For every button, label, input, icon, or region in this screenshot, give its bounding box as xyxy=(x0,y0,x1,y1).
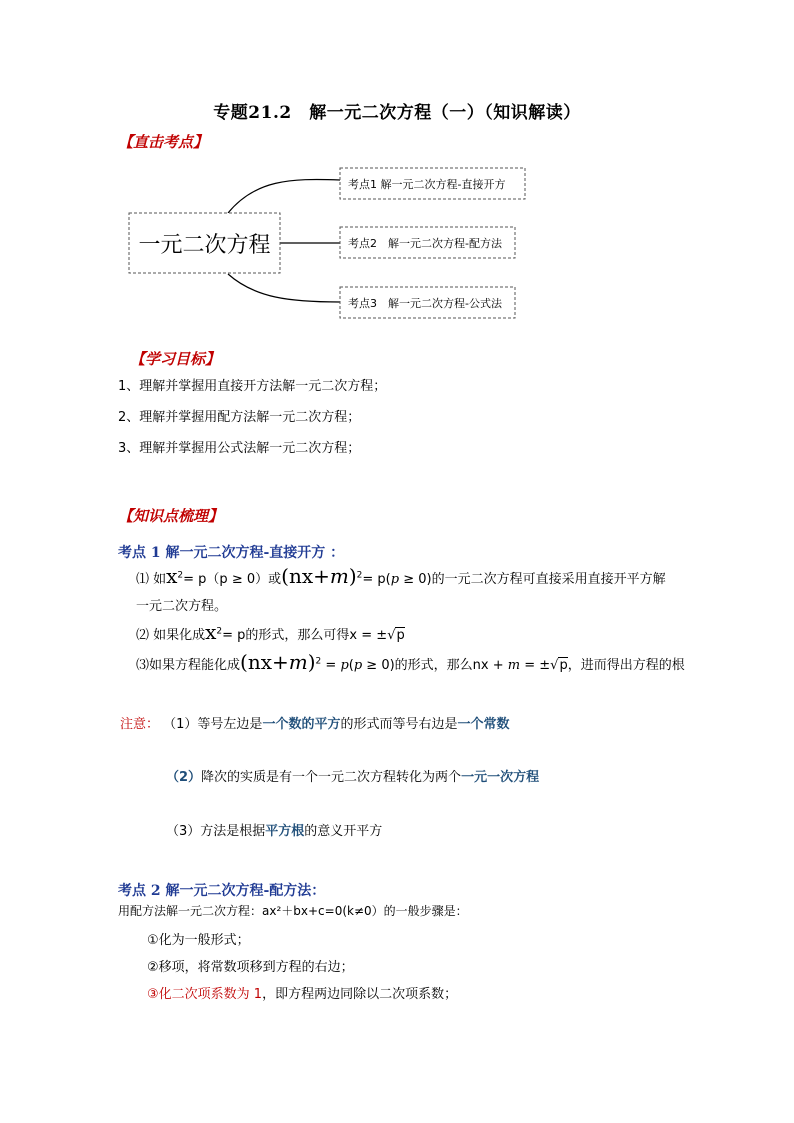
kp1-l3-f: ，进而得出方程的根 xyxy=(567,658,685,673)
paren-close-2: ) xyxy=(307,650,316,674)
sqrt-icon-2: √ xyxy=(550,658,559,673)
paren-open: ( xyxy=(281,564,289,588)
connector-bottom xyxy=(228,274,340,302)
note-1-c: 的形式而等号右边是 xyxy=(340,717,458,732)
kp2-heading: 考点 2 解一元二次方程-配方法： xyxy=(118,883,326,899)
kp2-step-3-a: ③化二次项系数为 1 xyxy=(147,987,263,1002)
kp1-l1-c: = p( xyxy=(362,572,391,587)
sqrt-radicand-2: p xyxy=(559,658,568,673)
exp-2: 2 xyxy=(177,570,184,581)
kp1-l1-b: = p（p ≥ 0）或 xyxy=(183,572,282,587)
note-1-d: 一个常数 xyxy=(457,717,510,732)
note-label: 注意： xyxy=(120,717,160,732)
var-x-2: x xyxy=(205,620,217,644)
mindmap-node-1-label: 考点1 解一元二次方程-直接开方 xyxy=(348,178,506,191)
note-1-a: （1）等号左边是 xyxy=(163,717,263,732)
var-x: x xyxy=(166,564,178,588)
kp1-l3-d: ≥ 0)的形式，那么nx + xyxy=(362,658,508,673)
note-3-b: 平方根 xyxy=(265,824,305,839)
goal-item-1: 1、理解并掌握用直接开方法解一元二次方程； xyxy=(118,379,387,394)
kp1-line-2 xyxy=(136,620,405,644)
note-line-3 xyxy=(166,820,382,839)
kp1-l2-b: = p的形式，那么可得x = ± xyxy=(222,628,388,643)
exp-2b: 2 xyxy=(356,570,363,581)
note-line-1 xyxy=(120,713,509,732)
sqrt-radicand: p xyxy=(396,628,405,643)
kp1-l1-d: ≥ 0)的一元二次方程可直接采用直接开平方解 xyxy=(399,572,666,587)
kp2-step-1: ①化为一般形式； xyxy=(147,933,250,948)
kp1-l3-c: ( xyxy=(348,658,354,673)
kp1-l1-a: ⑴ 如 xyxy=(136,572,167,587)
paren-close: ) xyxy=(348,564,357,588)
var-m-3: m xyxy=(507,658,521,673)
mindmap-node-3-label: 考点3 解一元二次方程-公式法 xyxy=(348,297,502,310)
note-3-c: 的意义开平方 xyxy=(304,824,383,839)
kp1-line-1-cont: 一元二次方程。 xyxy=(136,599,228,614)
kp2-intro: 用配方法解一元二次方程：ax²＋bx+c=0(k≠0）的一般步骤是： xyxy=(118,904,468,918)
mindmap-node-2-label: 考点2 解一元二次方程-配方法 xyxy=(348,237,502,250)
kp1-line-1 xyxy=(136,564,666,588)
kp2-step-2: ②移项，将常数项移到方程的右边； xyxy=(147,960,354,975)
var-p-2: p xyxy=(340,658,349,673)
note-2-c: 一元一次方程 xyxy=(461,770,540,785)
var-p: p xyxy=(390,572,400,587)
note-1-b: 一个数的平方 xyxy=(262,717,341,732)
expr-nx-2: nx+ xyxy=(247,650,289,674)
sqrt-icon: √ xyxy=(387,628,396,643)
exp-2c: 2 xyxy=(216,626,223,637)
kp2-step-3 xyxy=(147,983,457,1002)
var-p-3: p xyxy=(353,658,363,673)
note-2-b: 降次的实质是有一个一元二次方程转化为两个 xyxy=(201,770,462,785)
goal-item-3: 3、理解并掌握用公式法解一元二次方程； xyxy=(118,441,361,456)
kp1-l3-e: = ± xyxy=(520,658,551,673)
note-line-2 xyxy=(166,766,539,785)
goal-item-2: 2、理解并掌握用配方法解一元二次方程； xyxy=(118,410,361,425)
expr-nx: nx+ xyxy=(288,564,330,588)
section-heading-direct-points: 【直击考点】 xyxy=(118,133,209,151)
note-3-a: （3）方法是根据 xyxy=(166,824,266,839)
exp-2d: 2 xyxy=(315,656,322,667)
kp2-step-3-b: ，即方程两边同除以二次项系数； xyxy=(262,987,458,1002)
kp1-l2-a: ⑵ 如果化成 xyxy=(136,628,206,643)
kp1-l3-b: = xyxy=(321,658,341,673)
page-title: 专题21.2 解一元二次方程（一）（知识解读） xyxy=(213,103,581,123)
kp1-l3-a: ⑶如果方程能化成 xyxy=(136,658,241,673)
note-2-a: （2） xyxy=(166,770,202,785)
section-heading-learning-goals: 【学习目标】 xyxy=(130,350,221,368)
mindmap-center-label: 一元二次方程 xyxy=(138,233,271,258)
kp1-line-3 xyxy=(136,650,685,674)
paren-open-2: ( xyxy=(240,650,248,674)
var-m-2: m xyxy=(288,650,308,674)
section-heading-knowledge-review: 【知识点梳理】 xyxy=(118,507,224,525)
kp1-heading: 考点 1 解一元二次方程-直接开方 ： xyxy=(118,545,345,561)
connector-top xyxy=(228,179,340,213)
mindmap-diagram xyxy=(0,150,794,340)
var-m: m xyxy=(329,564,349,588)
